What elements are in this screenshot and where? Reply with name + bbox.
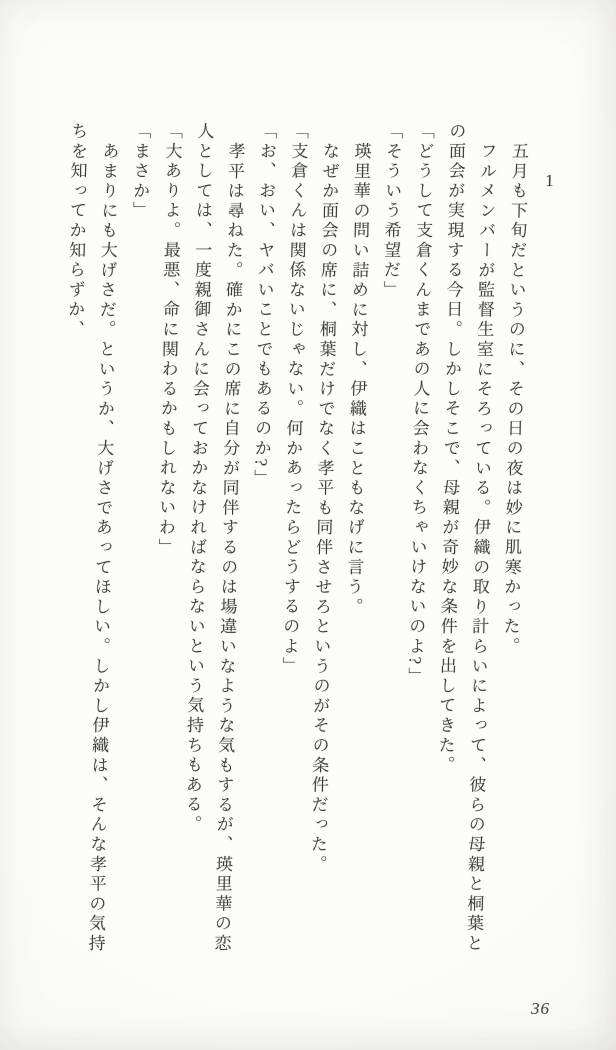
paragraph-line: フルメンバーが監督生室にそろっている。伊織の取り計らいによって、彼らの母親と桐葉との面会が実現する今日。しかしそこで、母親が奇妙な条件を出してきた。: [435, 122, 497, 954]
paragraph-line: 五月も下旬だというのに、その日の夜は妙に肌寒かった。: [500, 142, 529, 657]
page-number: 36: [531, 999, 550, 1018]
vertical-text-block: [47, 122, 566, 955]
dialogue-line: 「お、おい、ヤバいことでもあるのか?」: [251, 122, 277, 489]
section-number-heading: 1: [539, 171, 560, 193]
paragraph-line: 孝平は尋ねた。確かにこの席に自分が同伴するのは場違いなような気もするが、瑛里華の恋人としては、一度親御さんに会っておかなければならないという気持ちもある。: [182, 122, 245, 954]
dialogue-line: 「支倉くんは関係ないじゃない。何かあったらどうするのよ」: [279, 122, 308, 677]
paragraph-line: 瑛里華の問い詰めに対し、伊織はこともなげに言う。: [343, 142, 371, 618]
dialogue-line: 「大ありよ。最悪、命に関わるかもしれないわ」: [155, 122, 182, 558]
paragraph-line: あまりにも大げさだ。というか、大げさであってほしい。しかし伊織は、そんな孝平の気持ちを知ってか知らずか、: [64, 122, 119, 954]
dialogue-line: 「まさか」: [129, 122, 151, 221]
dialogue-line: 「どうして支倉くんまであの人に会わなくちゃいけないのよ?」: [405, 122, 434, 687]
paragraph-line: なぜか面会の席に、桐葉だけでなく孝平も同伴させろというのがその条件だった。: [307, 142, 340, 875]
dialogue-line: 「そういう希望だ」: [380, 122, 403, 301]
